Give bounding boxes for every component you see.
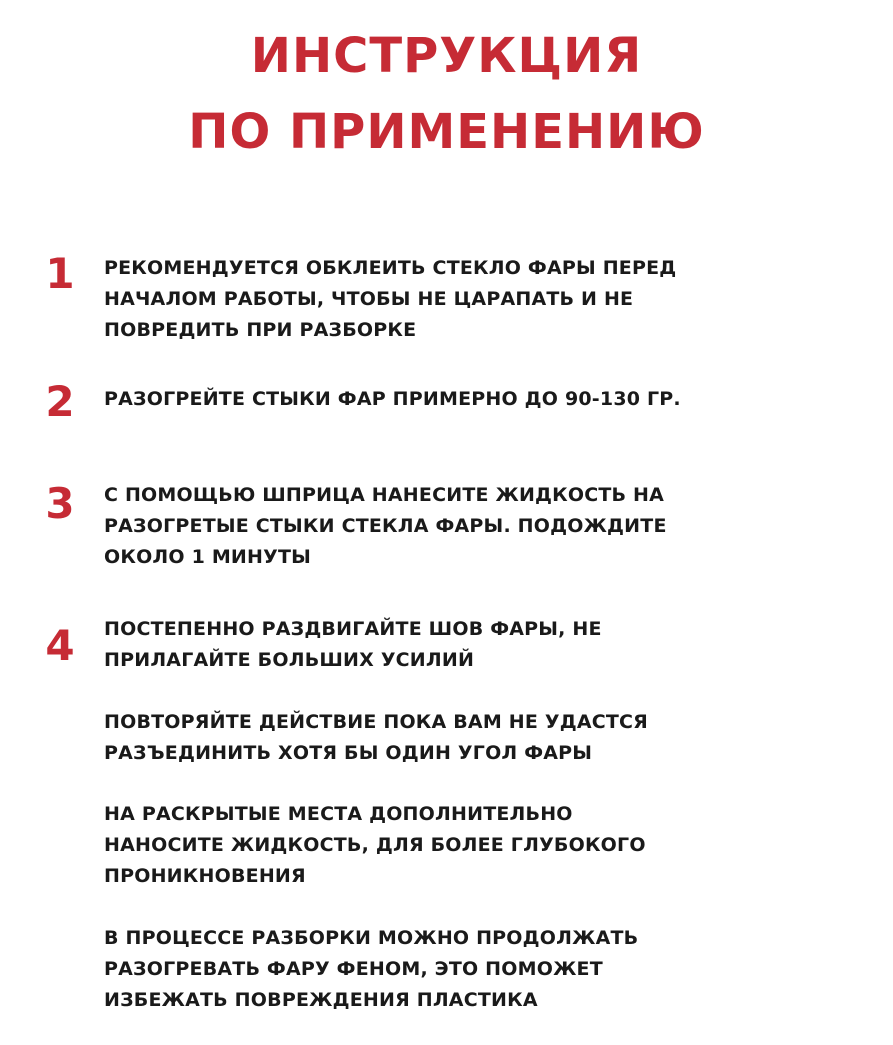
page-title-line-2: ПО ПРИМЕНЕНИЮ [188,104,705,160]
note-2-line-2: НАНОСИТЕ ЖИДКОСТЬ, ДЛЯ БОЛЕЕ ГЛУБОКОГО [104,834,646,856]
step-text-2 [104,384,844,415]
note-2-line-3: ПРОНИКНОВЕНИЯ [104,865,306,887]
step-text-1 [104,253,844,346]
step-text-4 [104,614,844,676]
step-4-line-2: ПРИЛАГАЙТЕ БОЛЬШИХ УСИЛИЙ [104,649,475,671]
step-3-line-3: ОКОЛО 1 МИНУТЫ [104,546,312,568]
note-text-1 [104,707,844,769]
note-1-line-1: ПОВТОРЯЙТЕ ДЕЙСТВИЕ ПОКА ВАМ НЕ УДАСТСЯ [104,711,649,733]
note-1-line-2: РАЗЪЕДИНИТЬ ХОТЯ БЫ ОДИН УГОЛ ФАРЫ [104,742,593,764]
note-3-line-3: ИЗБЕЖАТЬ ПОВРЕЖДЕНИЯ ПЛАСТИКА [104,989,538,1011]
step-number-3: 3 [45,479,75,528]
step-3-line-1: С ПОМОЩЬЮ ШПРИЦА НАНЕСИТЕ ЖИДКОСТЬ НА [104,484,665,506]
step-number-2: 2 [45,377,75,426]
step-4-line-1: ПОСТЕПЕННО РАЗДВИГАЙТЕ ШОВ ФАРЫ, НЕ [104,618,602,640]
page-title-line-1: ИНСТРУКЦИЯ [250,28,643,84]
note-text-2 [104,799,844,892]
note-text-3 [104,923,844,1016]
note-3-line-2: РАЗОГРЕВАТЬ ФАРУ ФЕНОМ, ЭТО ПОМОЖЕТ [104,958,603,980]
note-2-line-1: НА РАСКРЫТЫЕ МЕСТА ДОПОЛНИТЕЛЬНО [104,803,573,825]
step-3-line-2: РАЗОГРЕТЫЕ СТЫКИ СТЕКЛА ФАРЫ. ПОДОЖДИТЕ [104,515,667,537]
step-1-line-2: НАЧАЛОМ РАБОТЫ, ЧТОБЫ НЕ ЦАРАПАТЬ И НЕ [104,288,634,310]
step-2-line-1: РАЗОГРЕЙТЕ СТЫКИ ФАР ПРИМЕРНО ДО 90-130 ГР. [104,388,681,410]
step-1-line-3: ПОВРЕДИТЬ ПРИ РАЗБОРКЕ [104,319,417,341]
step-number-4: 4 [45,621,75,670]
step-number-1: 1 [45,249,75,298]
step-text-3 [104,480,844,573]
step-1-line-1: РЕКОМЕНДУЕТСЯ ОБКЛЕИТЬ СТЕКЛО ФАРЫ ПЕРЕД [104,257,677,279]
note-3-line-1: В ПРОЦЕССЕ РАЗБОРКИ МОЖНО ПРОДОЛЖАТЬ [104,927,639,949]
